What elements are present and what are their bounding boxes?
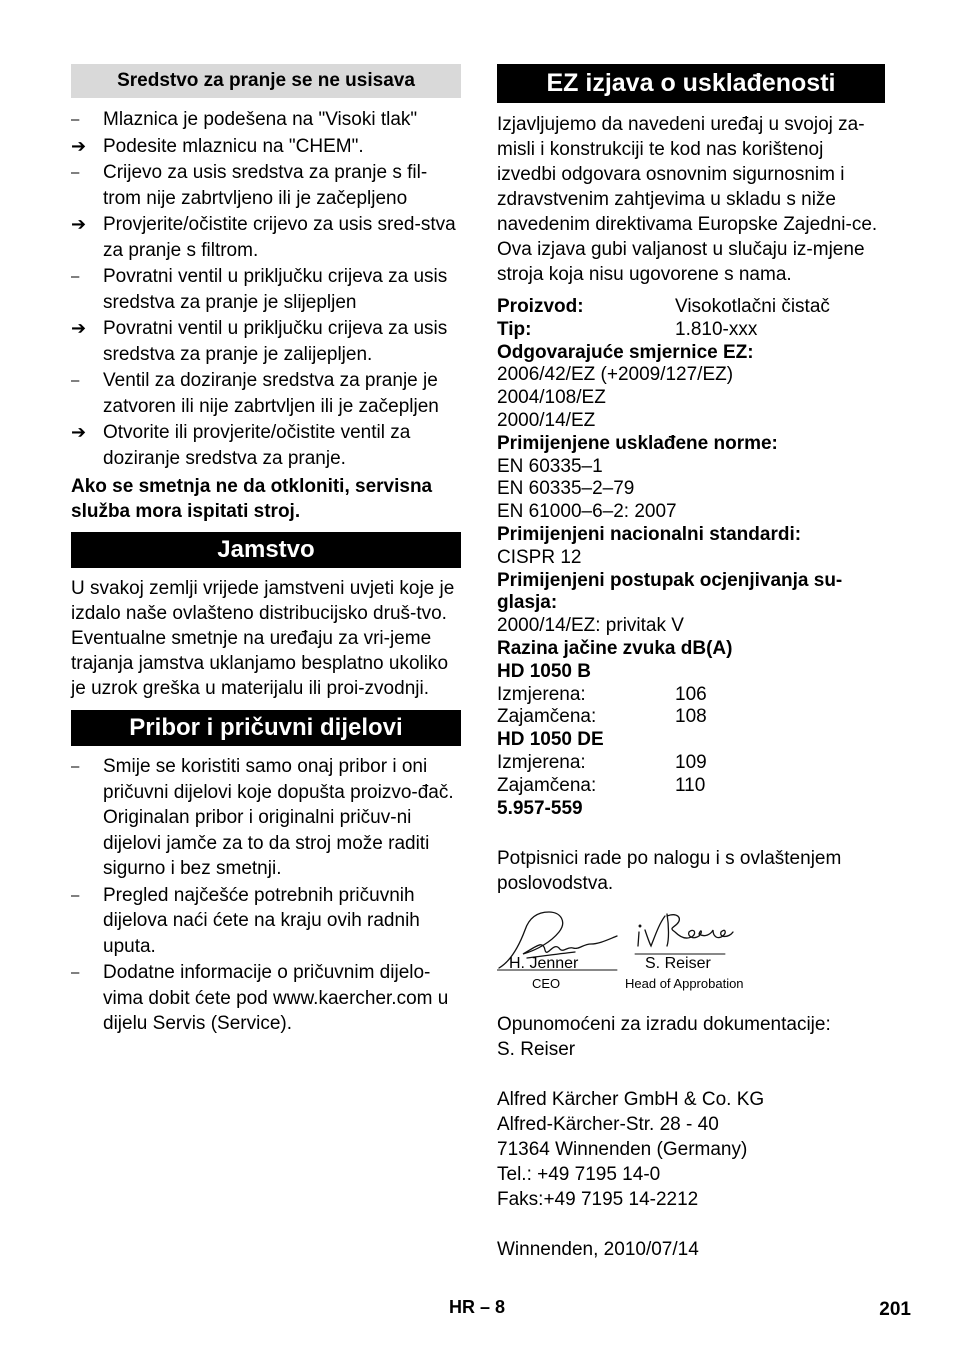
declaration-spec	[497, 296, 885, 820]
list-item-text: Ventil za doziranje sredstva za pranje je zatvoren ili nije zabrtvljen ili je začepljen	[103, 370, 439, 417]
dash-icon: –	[71, 964, 80, 981]
list-item	[71, 160, 461, 211]
product-label: Proizvod:	[497, 296, 584, 317]
guaranteed-value: 110	[675, 774, 706, 796]
list-item	[71, 212, 461, 263]
list-item	[71, 420, 461, 471]
type-value: 1.810-xxx	[675, 318, 758, 340]
list-item	[71, 960, 461, 1037]
doc-number: 5.957-559	[497, 797, 583, 819]
norm-item: EN 60335–2–79	[497, 478, 635, 500]
parts-heading: Pribor i pričuvni dijelovi	[71, 710, 461, 746]
dash-icon: –	[71, 372, 80, 389]
norm-item: EN 61000–6–2: 2007	[497, 501, 677, 523]
procedure-label: Primijenjeni postupak ocjenjivanja su-glasja:	[497, 569, 843, 614]
model-name: HD 1050 DE	[497, 729, 604, 751]
list-item-text: Smije se koristiti samo onaj pribor i oni pričuvni dijelovi koje dopušta proizvo-đač. Originalan pribor i originalni pričuv-ni dijelovi jamče za to da stroj može raditi sigurno i bez smetnji.	[103, 756, 454, 879]
sound-label: Razina jačine zvuka dB(A)	[497, 637, 733, 659]
arrow-icon: ➔	[71, 135, 87, 156]
dash-icon: –	[71, 268, 80, 285]
signatory2-name: S. Reiser	[645, 955, 711, 973]
measured-value: 109	[675, 751, 707, 773]
list-item-text: Crijevo za usis sredstva za pranje s fil-trom nije zabrtvljeno ili je začepljeno	[103, 162, 428, 209]
left-column	[71, 64, 461, 1038]
list-item	[71, 107, 461, 133]
parts-list	[71, 754, 461, 1037]
norm-item: EN 60335–1	[497, 455, 603, 477]
directive-item: 2006/42/EZ (+2009/127/EZ)	[497, 364, 734, 386]
signatory2-role: Head of Approbation	[625, 976, 744, 992]
measured-label: Izmjerena:	[497, 683, 586, 705]
section-indicator: HR – 8	[448, 1297, 506, 1317]
address-line: Faks:+49 7195 14-2212	[497, 1189, 699, 1211]
list-item	[71, 264, 461, 315]
service-note: Ako se smetnja ne da otkloniti, servisna služba mora ispitati stroj.	[71, 476, 433, 522]
list-item-text: Pregled najčešće potrebnih pričuvnih dijelova naći ćete na kraju ovih radnih uputa.	[103, 884, 420, 957]
list-item	[71, 368, 461, 419]
norms-label: Primijenjene usklađene norme:	[497, 432, 778, 454]
signature-block	[497, 906, 885, 1006]
dash-icon: –	[71, 758, 80, 775]
measured-label: Izmjerena:	[497, 751, 586, 773]
arrow-icon: ➔	[71, 422, 87, 442]
list-item	[71, 883, 461, 960]
national-label: Primijenjeni nacionalni standardi:	[497, 523, 802, 545]
dash-icon: –	[71, 164, 80, 181]
directives-label: Odgovarajuće smjernice EZ:	[497, 341, 754, 363]
dash-icon: –	[71, 886, 80, 904]
type-label: Tip:	[497, 318, 532, 340]
detergent-heading: Sredstvo za pranje se ne usisava	[71, 64, 461, 98]
authorized-name: S. Reiser	[497, 1039, 576, 1061]
warranty-heading: Jamstvo	[71, 532, 461, 568]
arrow-icon: ➔	[71, 318, 87, 338]
guaranteed-label: Zajamčena:	[497, 706, 597, 728]
signatory1-name: H. Jenner	[509, 955, 579, 973]
detergent-list	[71, 107, 461, 471]
list-item	[71, 316, 461, 367]
authorized-label: Opunomoćeni za izradu dokumentacije:	[497, 1014, 831, 1036]
national-value: CISPR 12	[497, 546, 582, 568]
list-item-text: Podesite mlaznicu na "CHEM".	[103, 135, 364, 157]
declaration-intro: Izjavljujemo da navedeni uređaj u svojoj za-misli i konstrukciji te kod nas korištenoj izvedbi odgovara osnovnim sigurnosnim i zdravstvenim zahtjevima u skladu s niže navedenim direktivama Europske Zajedni-ce. Ova izjava gubi valjanost u slučaju iz-mjene stroja koja nisu ugovorene s nama.	[497, 114, 878, 285]
procedure-value: 2000/14/EZ: privitak V	[497, 615, 684, 637]
dash-icon: –	[71, 111, 80, 128]
product-value: Visokotlačni čistač	[675, 296, 830, 317]
guaranteed-label: Zajamčena:	[497, 774, 597, 796]
list-item-text: Provjerite/očistite crijevo za usis sred-stva za pranje s filtrom.	[103, 214, 456, 261]
list-item-text: Povratni ventil u priključku crijeva za usis sredstva za pranje je zalijepljen.	[103, 318, 448, 365]
model-name: HD 1050 B	[497, 660, 591, 682]
right-column	[497, 64, 885, 1262]
declaration-heading: EZ izjava o usklađenosti	[497, 64, 885, 103]
address-line: Alfred-Kärcher-Str. 28 - 40	[497, 1114, 719, 1136]
address-line: 71364 Winnenden (Germany)	[497, 1139, 748, 1161]
directive-item: 2004/108/EZ	[497, 387, 606, 409]
list-item-text: Povratni ventil u priključku crijeva za usis sredstva za pranje je slijepljen	[103, 266, 448, 313]
signatory1-role: CEO	[532, 976, 561, 992]
list-item	[71, 754, 461, 882]
place-date: Winnenden, 2010/07/14	[497, 1239, 699, 1261]
signed-text: Potpisnici rade po nalogu i s ovlaštenjem poslovodstva.	[497, 848, 842, 895]
address-line: Tel.: +49 7195 14-0	[497, 1164, 661, 1186]
list-item-text: Otvorite ili provjerite/očistite ventil za doziranje sredstva za pranje.	[103, 422, 411, 469]
arrow-icon: ➔	[71, 214, 87, 234]
list-item-text: Dodatne informacije o pričuvnim dijelo-vima dobit ćete pod www.kaercher.com u dijelu Servis (Service).	[103, 962, 449, 1034]
guaranteed-value: 108	[675, 706, 707, 728]
page-number: 201	[879, 1299, 911, 1320]
address-line: Alfred Kärcher GmbH & Co. KG	[497, 1089, 765, 1111]
warranty-text: U svakoj zemlji vrijede jamstveni uvjeti koje je izdalo naše ovlašteno distribucijsko druš-tvo. Eventualne smetnje na uređaju za vri-jeme trajanja jamstva uklanjamo besplatno ukoliko je uzrok greška u materijalu ili proi-zvodnji.	[71, 578, 455, 699]
directive-item: 2000/14/EZ	[497, 409, 596, 431]
list-item-text: Mlaznica je podešena na "Visoki tlak"	[103, 109, 418, 130]
list-item	[71, 134, 461, 160]
measured-value: 106	[675, 683, 707, 705]
